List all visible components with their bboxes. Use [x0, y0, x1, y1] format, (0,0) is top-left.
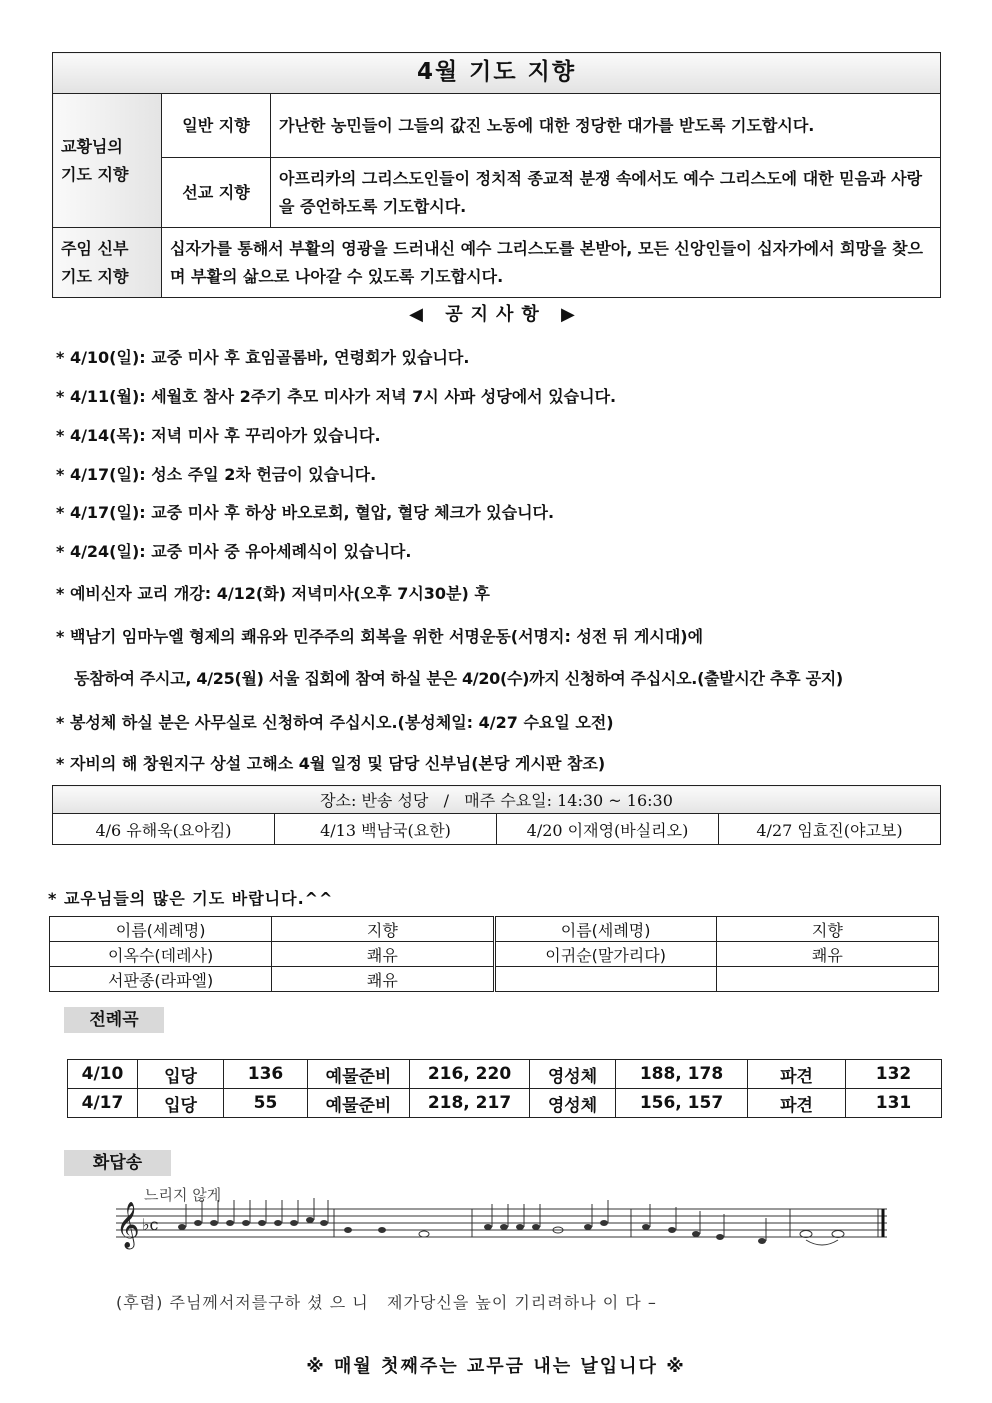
hymns-label: 전례곡	[64, 1007, 164, 1033]
table-row	[68, 1089, 942, 1118]
request-name	[494, 967, 716, 992]
notice-item: * 백남기 임마누엘 형제의 쾌유와 민주주의 회복을 위한 서명운동(서명지: 성전 뒤 게시대)에	[56, 627, 704, 646]
mission-intention-text: 아프리카의 그리스도인들이 정치적 종교적 분쟁 속에서도 예수 그리스도에 대한 믿음과 사랑을 증언하도록 기도합시다.	[271, 158, 941, 228]
confession-cell: 4/6 유해욱(요아킴)	[53, 814, 275, 845]
table-row	[50, 967, 939, 992]
hymn-part: 파견	[748, 1089, 846, 1118]
pastor-intention-label: 주임 신부 기도 지향	[53, 228, 162, 298]
hymn-number: 188, 178	[616, 1060, 748, 1089]
pastor-intention-text: 십자가를 통해서 부활의 영광을 드러내신 예수 그리스도를 본받아, 모든 신앙인들이 십자가에서 희망을 찾으며 부활의 삶으로 나아갈 수 있도록 기도합시다.	[162, 228, 941, 298]
hymn-number: 55	[224, 1089, 308, 1118]
psalm-music-staff	[112, 1180, 892, 1290]
hymn-number: 136	[224, 1060, 308, 1089]
hymn-part: 영성체	[530, 1060, 616, 1089]
psalm-lyrics: (후렴) 주님께서저를구하 셨 으 니 제가당신을 높이 기리려하나 이 다 –	[116, 1293, 657, 1312]
notice-item: * 4/17(일): 성소 주일 2차 헌금이 있습니다.	[56, 465, 377, 484]
notice-item: * 예비신자 교리 개강: 4/12(화) 저녁미사(오후 7시30분) 후	[56, 584, 490, 603]
notice-item: * 4/17(일): 교중 미사 후 하상 바오로회, 혈압, 혈당 체크가 있습니다.	[56, 503, 555, 522]
request-intent: 쾌유	[272, 967, 494, 992]
hymn-part: 영성체	[530, 1089, 616, 1118]
notice-item: * 봉성체 하실 분은 사무실로 신청하여 주십시오.(봉성체일: 4/27 수요일 오전)	[56, 713, 614, 732]
column-header-intent: 지향	[272, 917, 494, 942]
hymns-table	[67, 1059, 942, 1118]
footer-notice: ※ 매월 첫째주는 교무금 내는 날입니다 ※	[306, 1356, 686, 1377]
table-row	[50, 942, 939, 967]
mission-intention-label: 선교 지향	[162, 158, 271, 228]
hymn-part: 파견	[748, 1060, 846, 1089]
prayer-request-table	[49, 916, 939, 992]
prayer-title: 4월 기도 지향	[53, 53, 941, 94]
psalm-label: 화답송	[64, 1150, 171, 1176]
confession-cell: 4/20 이재영(바실리오)	[497, 814, 719, 845]
confession-header: 장소: 반송 성당 / 매주 수요일: 14:30 ~ 16:30	[53, 786, 941, 814]
hymn-number: 216, 220	[410, 1060, 530, 1089]
notice-item: * 4/10(일): 교중 미사 후 효임골롬바, 연령회가 있습니다.	[56, 348, 470, 367]
treble-clef-icon: 𝄞	[116, 1202, 140, 1248]
pope-intention-label: 교황님의 기도 지향	[53, 94, 162, 228]
confession-schedule-table	[52, 785, 941, 845]
general-intention-label: 일반 지향	[162, 94, 271, 158]
hymn-number: 156, 157	[616, 1089, 748, 1118]
column-header-name: 이름(세례명)	[494, 917, 716, 942]
prayer-request-title: * 교우님들의 많은 기도 바랍니다.^^	[48, 889, 334, 908]
flat-sign-icon: ♭c	[142, 1215, 159, 1234]
table-row	[68, 1060, 942, 1089]
hymn-date: 4/17	[68, 1089, 138, 1118]
request-intent: 쾌유	[716, 942, 938, 967]
hymn-part: 예물준비	[308, 1060, 410, 1089]
hymn-number: 132	[846, 1060, 942, 1089]
tempo-marking: 느리지 않게	[144, 1186, 222, 1204]
request-name: 이귀순(말가리다)	[494, 942, 716, 967]
general-intention-text: 가난한 농민들이 그들의 값진 노동에 대한 정당한 대가를 받도록 기도합시다.	[271, 94, 941, 158]
hymn-date: 4/10	[68, 1060, 138, 1089]
notice-item: * 4/11(월): 세월호 참사 2주기 추모 미사가 저녁 7시 사파 성당에서 있습니다.	[56, 387, 617, 406]
notice-heading: ◀ 공지사항 ▶	[409, 304, 583, 325]
confession-cell: 4/13 백남국(요한)	[275, 814, 497, 845]
notice-item: * 4/24(일): 교중 미사 중 유아세례식이 있습니다.	[56, 542, 412, 561]
request-name: 이옥수(데레사)	[50, 942, 272, 967]
hymn-part: 입당	[138, 1089, 224, 1118]
hymn-number: 131	[846, 1089, 942, 1118]
notice-item: * 자비의 해 창원지구 상설 고해소 4월 일정 및 담당 신부님(본당 게시판 참조)	[56, 754, 606, 773]
notice-item-continued: 동참하여 주시고, 4/25(월) 서울 집회에 참여 하실 분은 4/20(수)까지 신청하여 주십시오.(출발시간 추후 공지)	[74, 669, 843, 688]
prayer-intentions-table	[52, 52, 941, 298]
notice-item: * 4/14(목): 저녁 미사 후 꾸리아가 있습니다.	[56, 426, 381, 445]
hymn-part: 예물준비	[308, 1089, 410, 1118]
hymn-part: 입당	[138, 1060, 224, 1089]
column-header-name: 이름(세례명)	[50, 917, 272, 942]
request-intent	[716, 967, 938, 992]
column-header-intent: 지향	[716, 917, 938, 942]
request-name: 서판종(라파엘)	[50, 967, 272, 992]
confession-cell: 4/27 임효진(야고보)	[719, 814, 941, 845]
hymn-number: 218, 217	[410, 1089, 530, 1118]
request-intent: 쾌유	[272, 942, 494, 967]
